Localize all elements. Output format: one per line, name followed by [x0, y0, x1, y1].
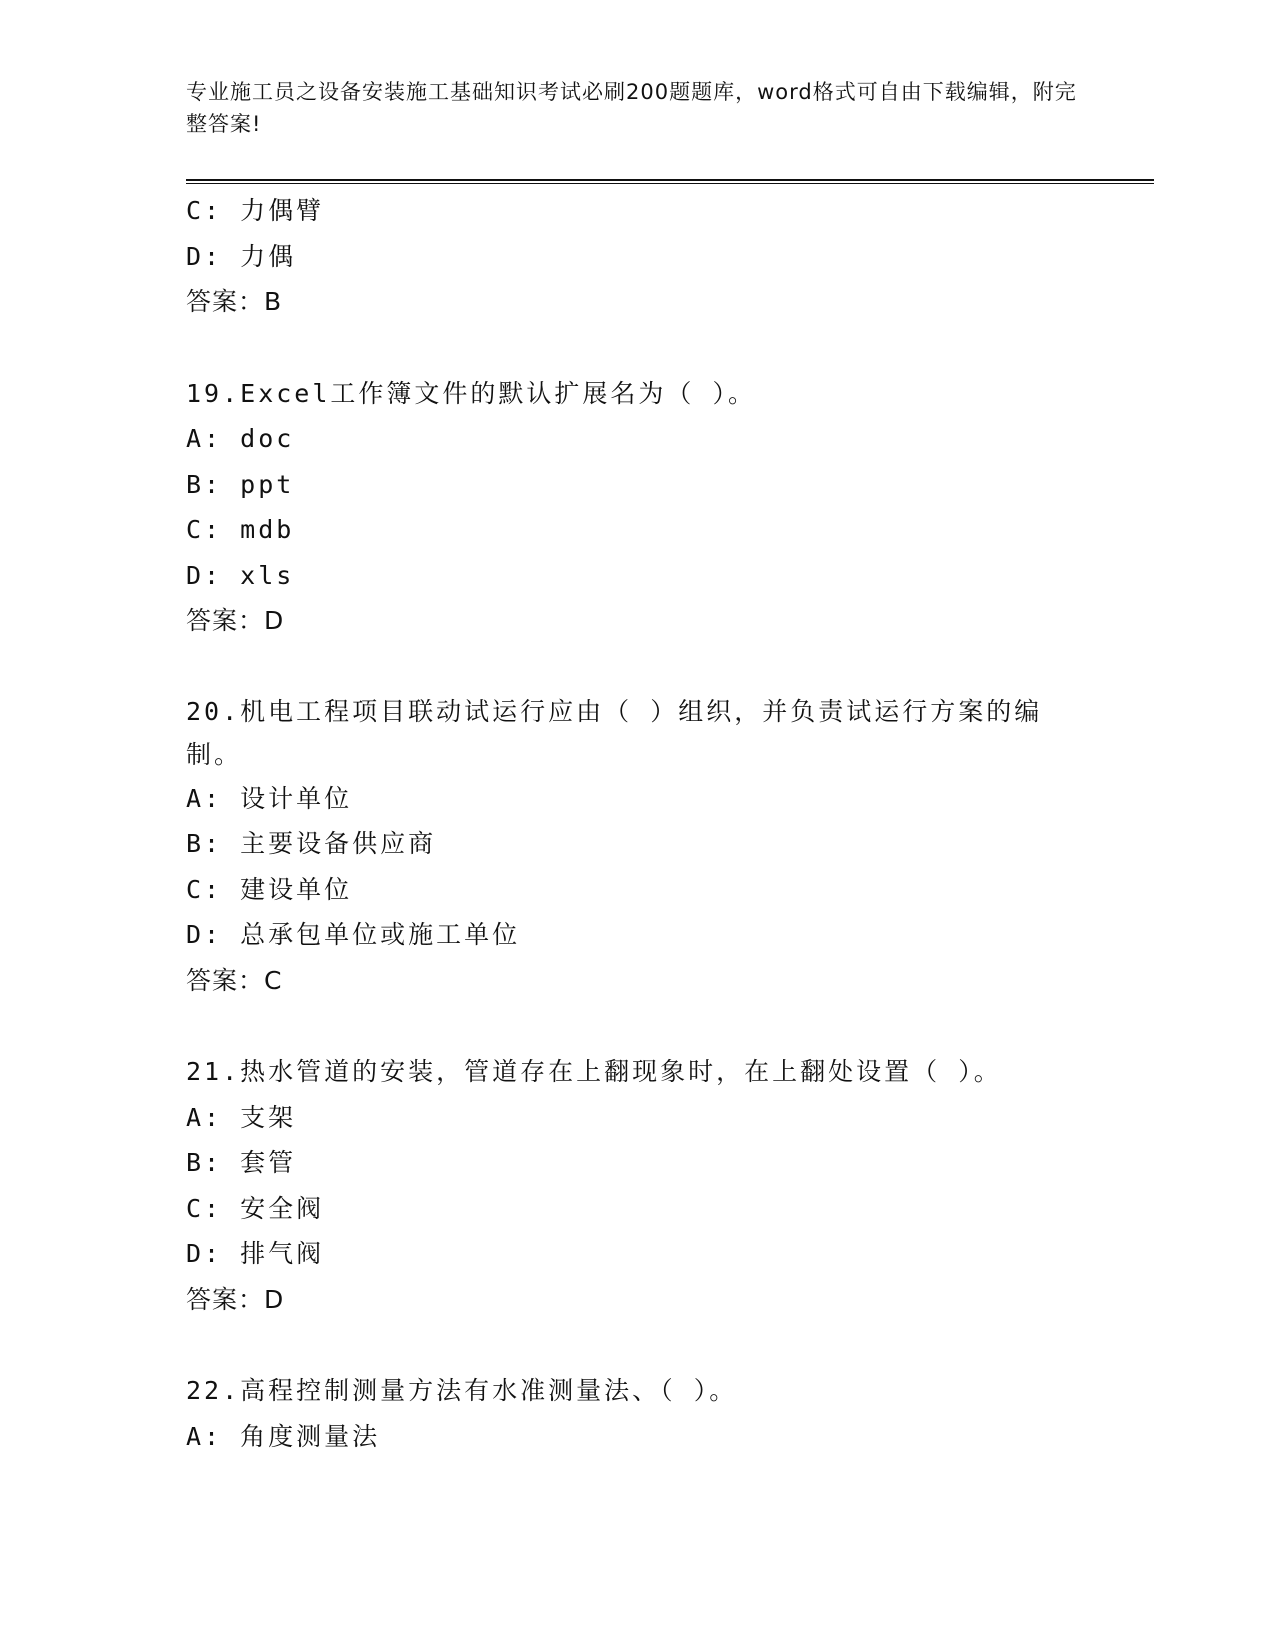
- answer: 答案：C: [186, 965, 283, 995]
- question-text: 21.热水管道的安装，管道存在上翻现象时，在上翻处设置（ ）。: [186, 1057, 1002, 1086]
- option-c: C: 建设单位: [186, 874, 353, 904]
- document-title: 专业施工员之设备安装施工基础知识考试必刷200题题库，word格式可自由下载编辑，附完整答案!: [186, 80, 1077, 136]
- option-a: A: 角度测量法: [186, 1421, 381, 1451]
- option-d: D: 总承包单位或施工单位: [186, 920, 521, 949]
- option-a: A: 支架: [186, 1102, 297, 1132]
- option-d: D: xls: [186, 560, 295, 590]
- question-text: 22.高程控制测量方法有水准测量法、（ ）。: [186, 1376, 738, 1405]
- option-d: D: 力偶: [186, 241, 297, 271]
- question-20: [186, 690, 1066, 1004]
- question-18-tail: [186, 188, 1066, 325]
- question-text: 19.Excel工作簿文件的默认扩展名为（ ）。: [186, 378, 756, 408]
- question-list: [186, 188, 1066, 1459]
- option-b: B: 主要设备供应商: [186, 829, 437, 858]
- document-header: [186, 76, 1086, 140]
- header-divider-thin: [186, 183, 1154, 184]
- answer: 答案：D: [186, 1284, 285, 1314]
- option-b: B: 套管: [186, 1148, 297, 1177]
- option-c: C: mdb: [186, 515, 295, 544]
- option-a: A: doc: [186, 424, 295, 453]
- header-divider: [186, 179, 1154, 181]
- answer: 答案：D: [186, 606, 285, 635]
- option-c: C: 安全阀: [186, 1193, 325, 1223]
- question-21: [186, 1049, 1066, 1322]
- option-d: D: 排气阀: [186, 1239, 325, 1268]
- question-text: 20.机电工程项目联动试运行应由（ ）组织，并负责试运行方案的编制。: [186, 696, 1043, 769]
- question-19: [186, 371, 1066, 644]
- question-22: [186, 1368, 1066, 1459]
- option-b: B: ppt: [186, 469, 295, 499]
- option-c: C: 力偶臂: [186, 196, 325, 225]
- option-a: A: 设计单位: [186, 783, 353, 813]
- answer: 答案：B: [186, 287, 283, 316]
